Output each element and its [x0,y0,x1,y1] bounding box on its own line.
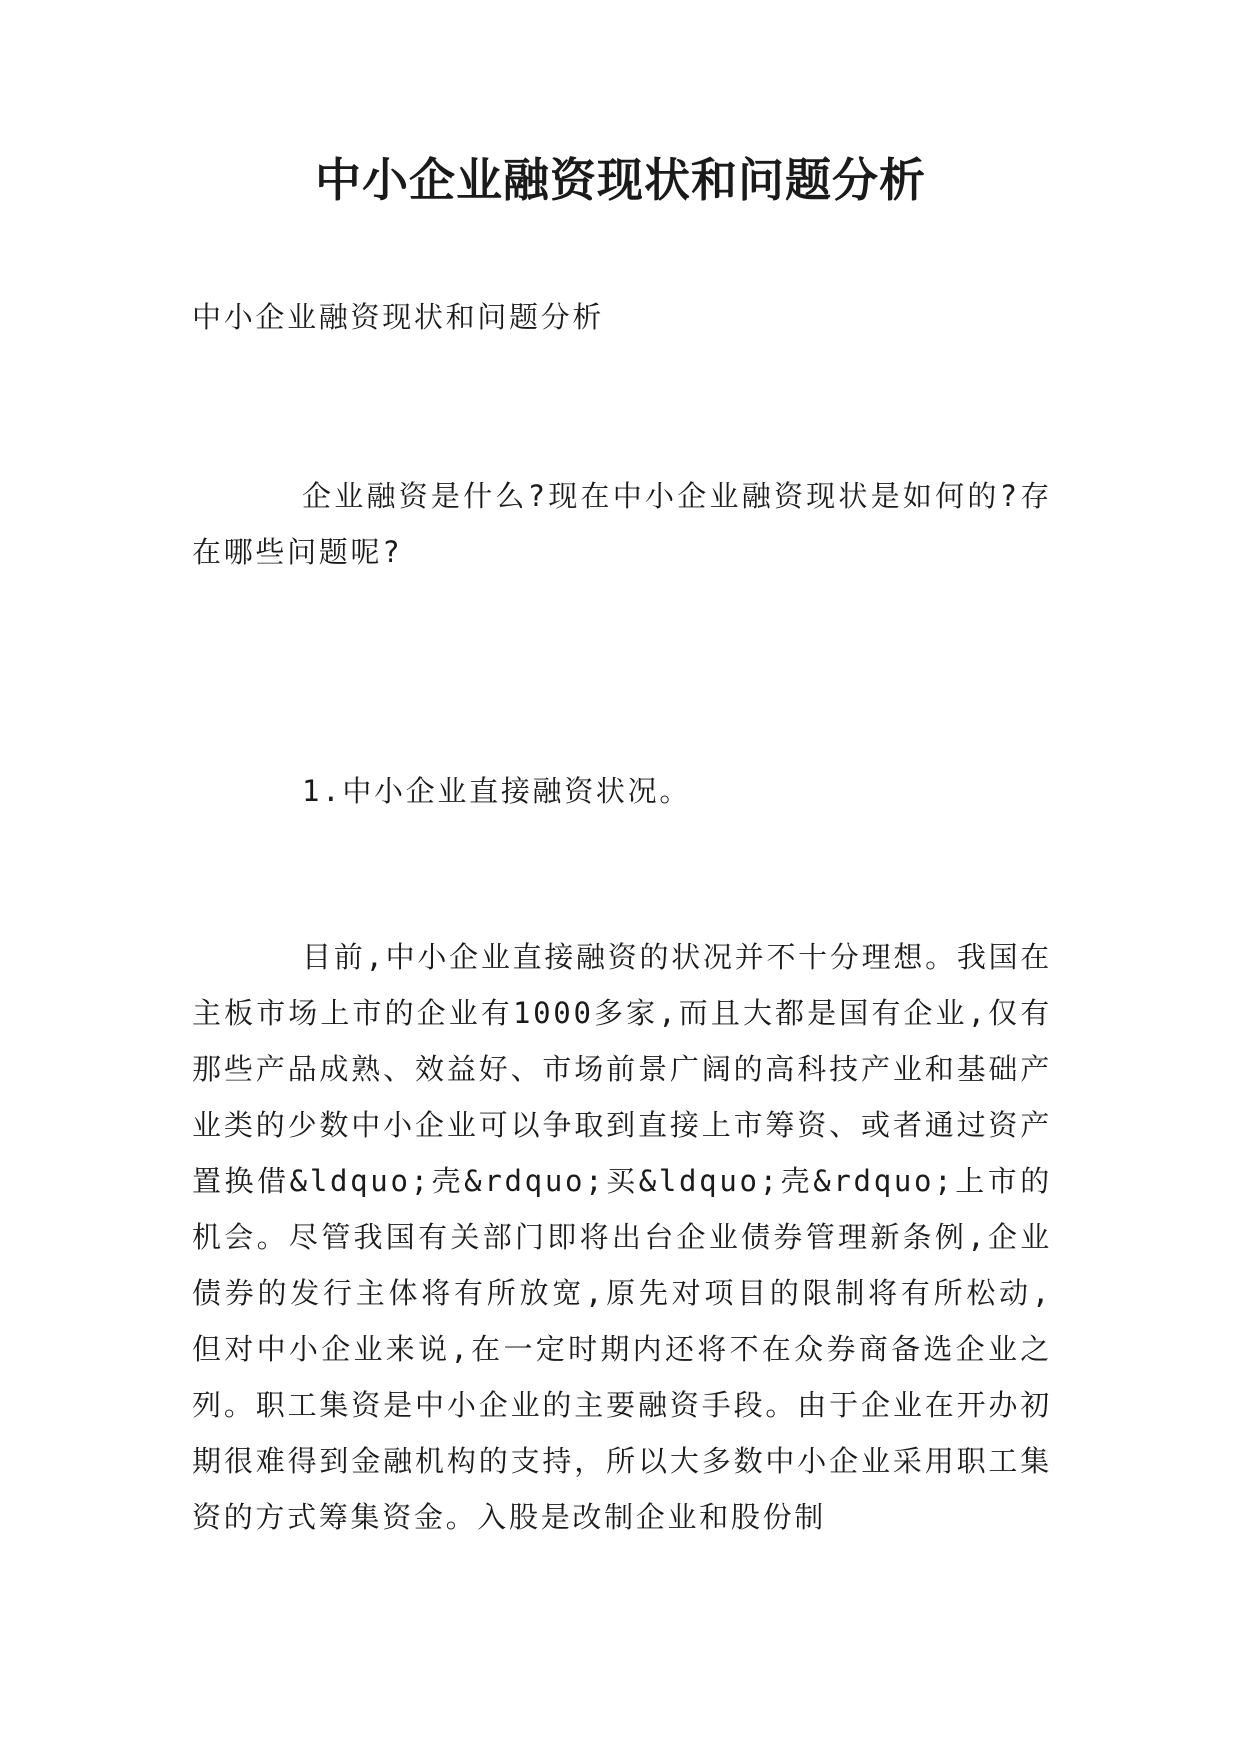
body-paragraph: 目前,中小企业直接融资的状况并不十分理想。我国在主板市场上市的企业有1000多家,而且大都是国有企业,仅有那些产品成熟、效益好、市场前景广阔的高科技产业和基础产业类的少数中小企业可以争取到直接上市筹资、或者通过资产置换借&ldquo;壳&rdquo;买&ldquo;壳&rdquo;上市的机会。尽管我国有关部门即将出台企业债券管理新条例,企业债券的发行主体将有所放宽,原先对项目的限制将有所松动,但对中小企业来说,在一定时期内还将不在众券商备选企业之列。职工集资是中小企业的主要融资手段。由于企业在开办初期很难得到金融机构的支持，所以大多数中小企业采用职工集资的方式筹集资金。入股是改制企业和股份制 [192,940,1052,1534]
section-heading: 1.中小企业直接融资状况。 [302,774,692,808]
document-subtitle: 中小企业融资现状和问题分析 [192,300,605,334]
intro-paragraph: 企业融资是什么?现在中小企业融资现状是如何的?存在哪些问题呢? [192,479,1052,569]
document-title: 中小企业融资现状和问题分析 [315,153,926,207]
